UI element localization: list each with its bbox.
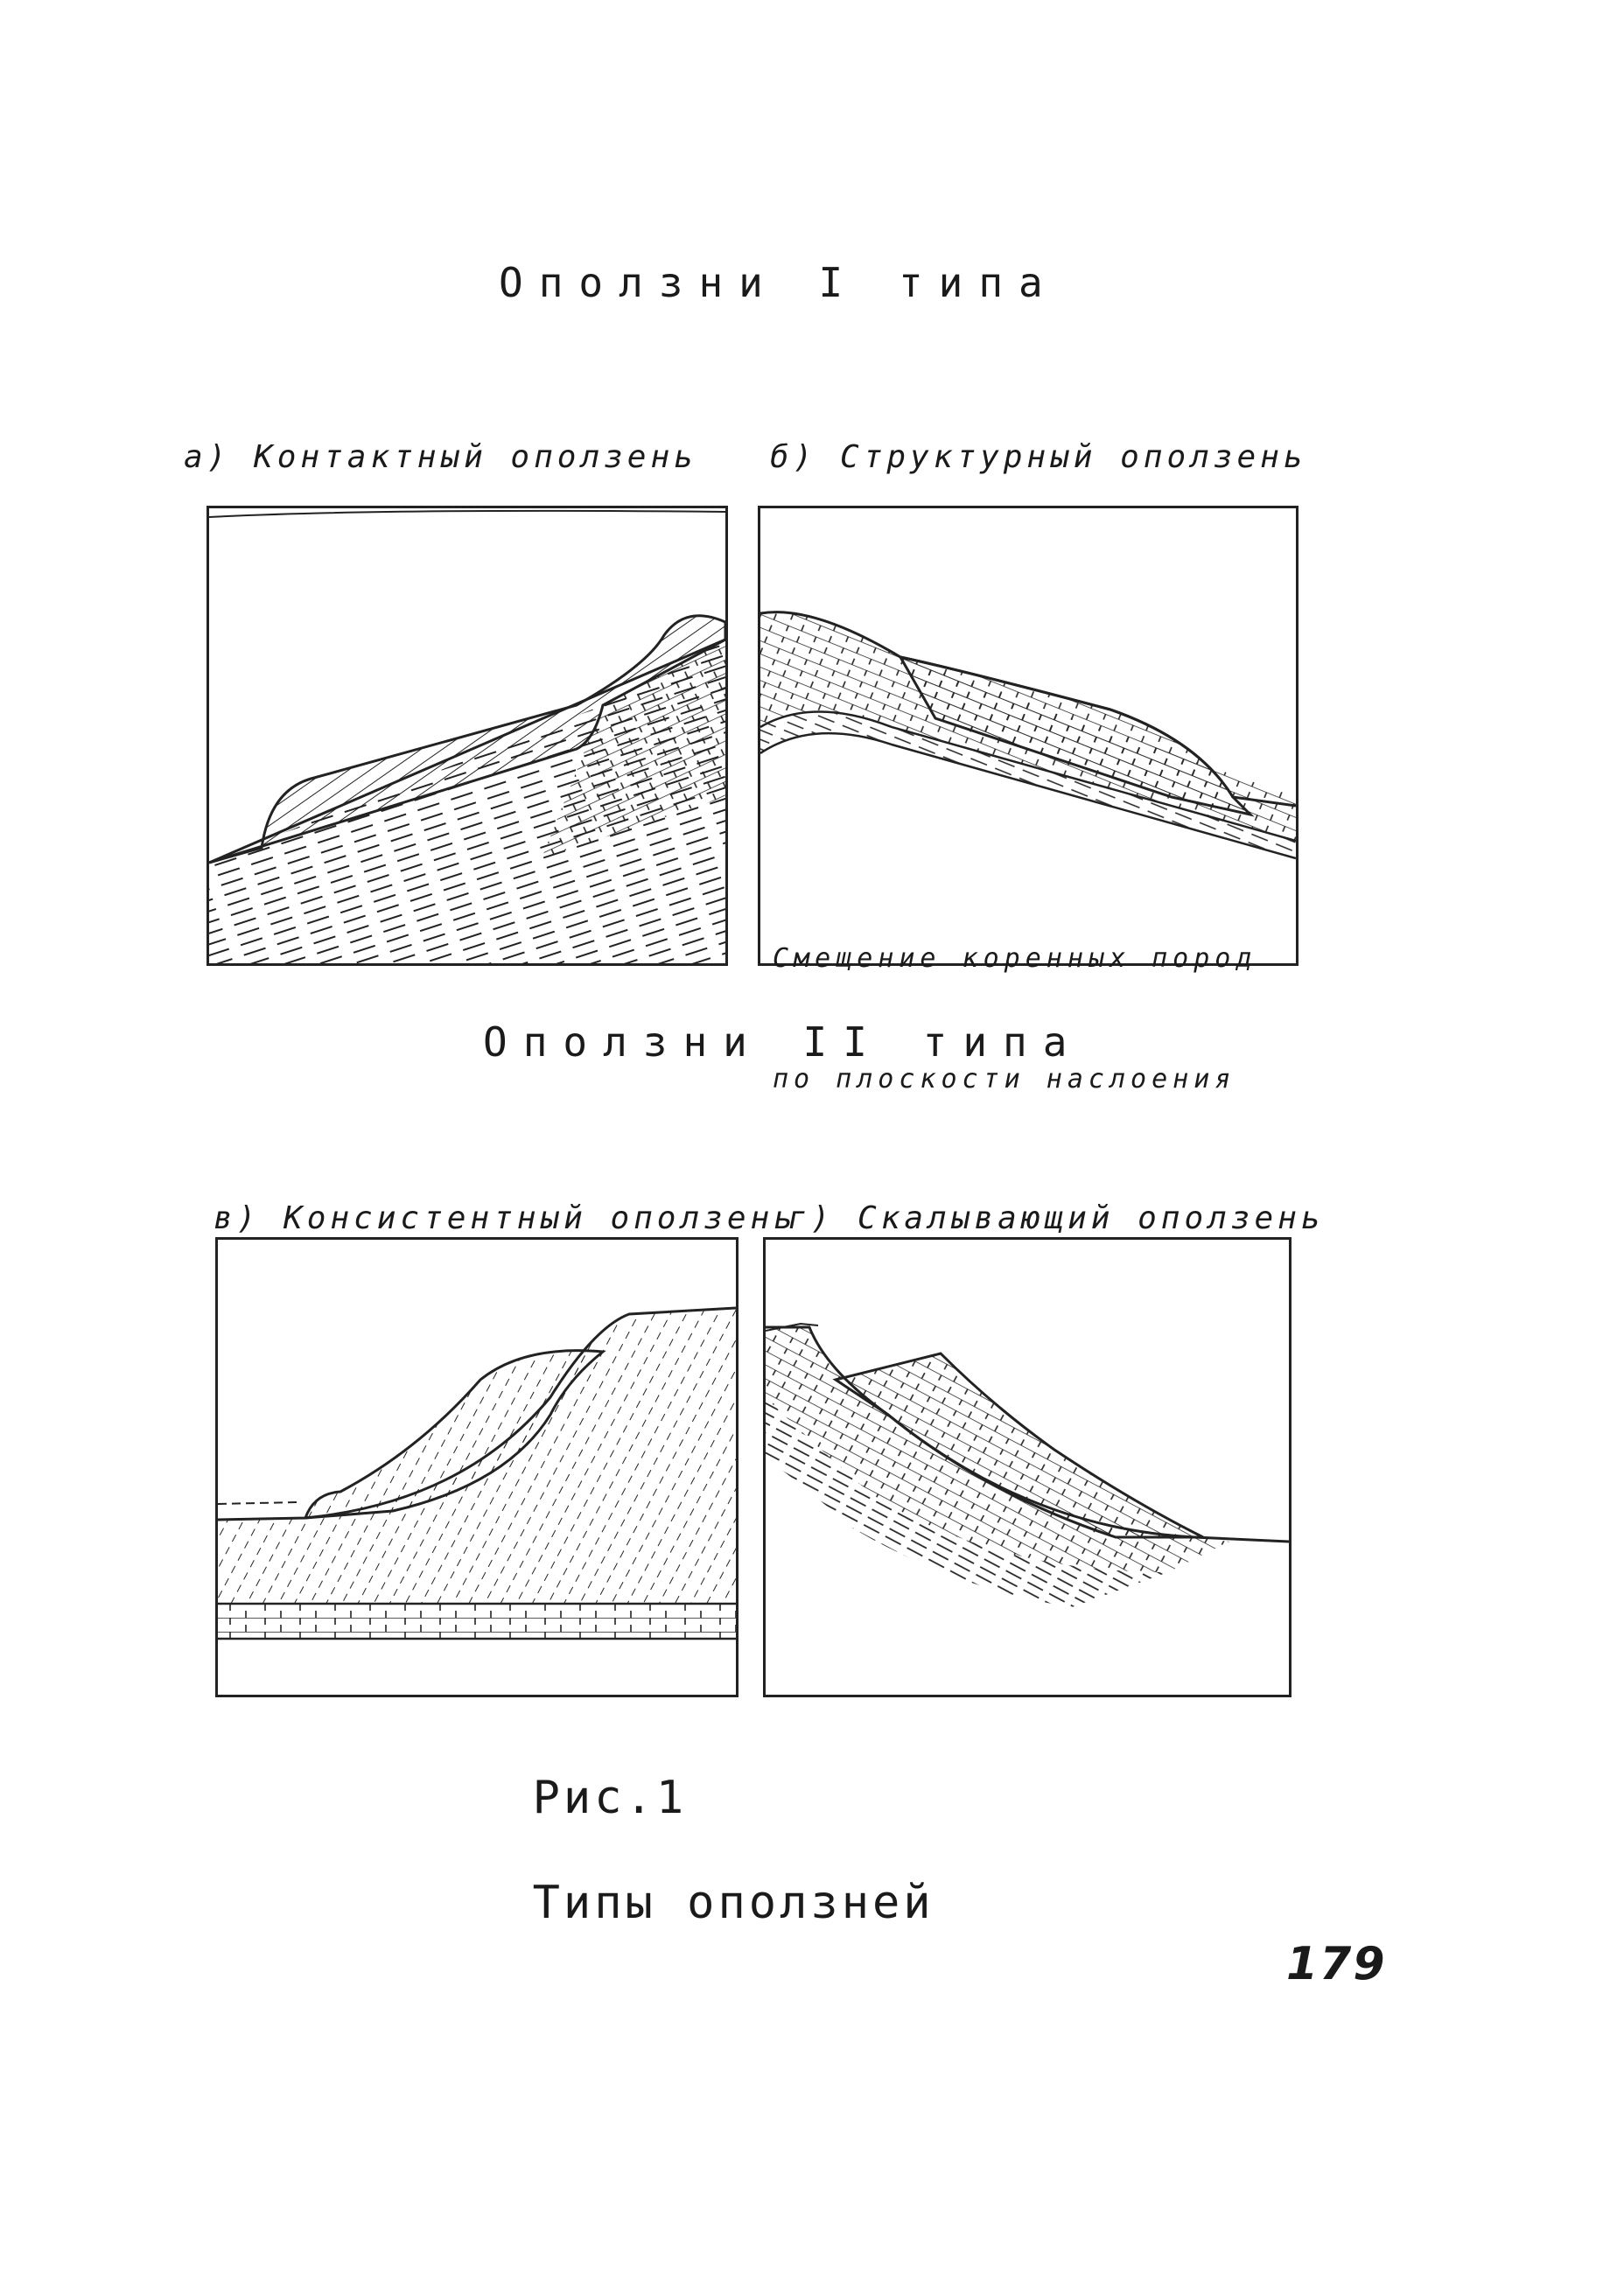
panel-b-note-line2: по плоскости наслоения	[773, 1064, 1236, 1095]
panel-b-caption-line1: б) Структурный оползень	[770, 439, 1307, 475]
panel-d-caption-line1: г) Скалывающий оползень	[788, 1200, 1325, 1236]
section-2-title: Оползни II типа	[483, 1018, 1083, 1066]
panel-d-diagram	[763, 1237, 1292, 1697]
panel-a-drawing	[209, 508, 725, 963]
figure-caption	[471, 1719, 934, 1929]
panel-d-drawing	[766, 1240, 1289, 1695]
panel-b-note-line1: Смещение коренных пород	[773, 943, 1257, 974]
section-1-title: Оползни I типа	[499, 259, 1059, 306]
panel-a-caption-line1: а) Контактный оползень	[184, 439, 697, 475]
panel-c-diagram	[215, 1237, 738, 1697]
figure-label: Рис.1	[532, 1772, 688, 1824]
figure-title: Типы оползней	[532, 1877, 934, 1929]
panel-c-drawing	[218, 1240, 736, 1695]
panel-c-caption-line1: в) Консистентный оползень	[214, 1200, 797, 1236]
panel-a-diagram	[206, 506, 728, 966]
page-number: 179	[1286, 1938, 1387, 1990]
